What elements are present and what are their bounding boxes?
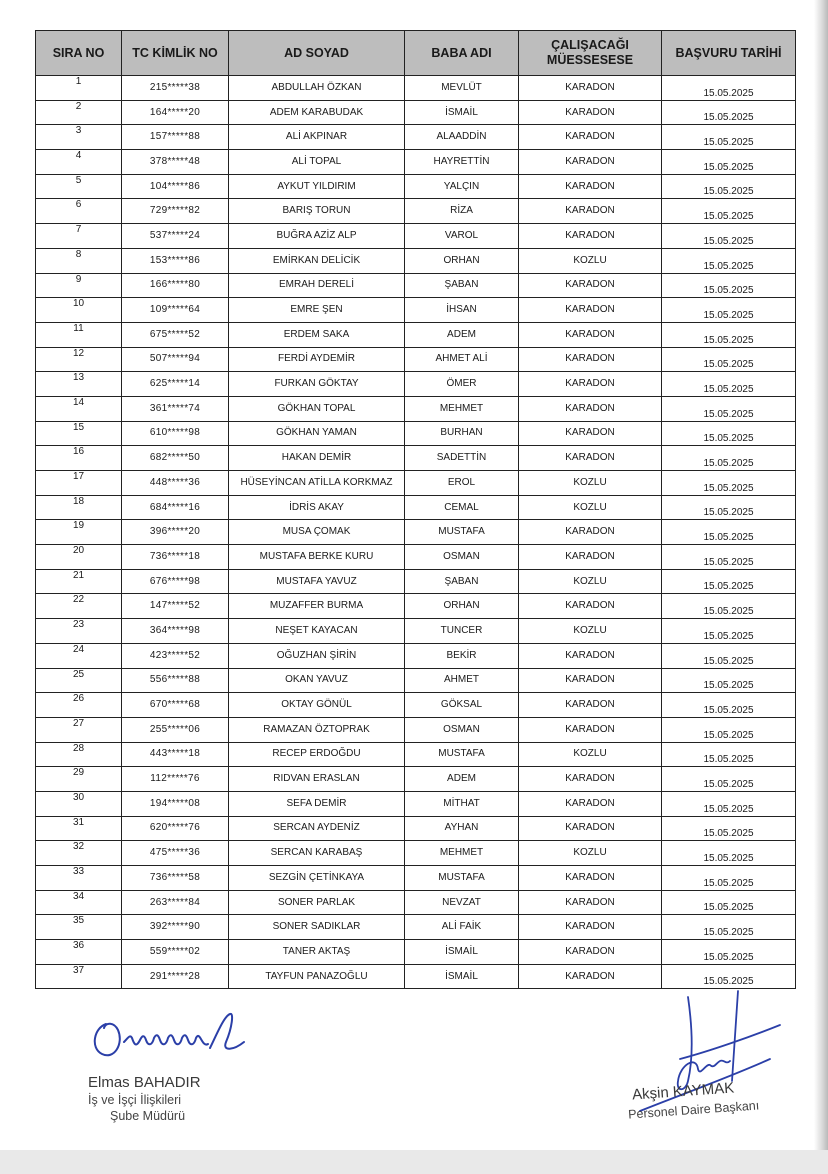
cell-ad-soyad: OKAN YAVUZ [229, 668, 405, 693]
cell-muessese: KARADON [519, 594, 662, 619]
cell-sira-no: 30 [36, 791, 122, 816]
cell-ad-soyad: ALİ TOPAL [229, 150, 405, 175]
cell-basvuru-tarihi: 15.05.2025 [662, 421, 796, 446]
cell-sira-no: 28 [36, 742, 122, 767]
cell-sira-no: 13 [36, 372, 122, 397]
table-row [36, 791, 796, 816]
cell-muessese: KARADON [519, 915, 662, 940]
cell-basvuru-tarihi: 15.05.2025 [662, 347, 796, 372]
table-row [36, 150, 796, 175]
signatory-right-name: Akşin KAYMAK [631, 1079, 735, 1104]
cell-baba-adi: ALİ FAİK [405, 915, 519, 940]
table-row [36, 915, 796, 940]
table-row [36, 224, 796, 249]
cell-tc-kimlik-no: 215*****38 [122, 76, 229, 101]
cell-ad-soyad: EMİRKAN DELİCİK [229, 248, 405, 273]
cell-baba-adi: ADEM [405, 322, 519, 347]
cell-sira-no: 4 [36, 150, 122, 175]
cell-ad-soyad: MUZAFFER BURMA [229, 594, 405, 619]
cell-muessese: KOZLU [519, 248, 662, 273]
cell-baba-adi: AHMET [405, 668, 519, 693]
cell-tc-kimlik-no: 670*****68 [122, 693, 229, 718]
cell-ad-soyad: EMRAH DERELİ [229, 273, 405, 298]
cell-baba-adi: YALÇIN [405, 174, 519, 199]
cell-basvuru-tarihi: 15.05.2025 [662, 298, 796, 323]
cell-baba-adi: İSMAİL [405, 964, 519, 989]
cell-ad-soyad: SONER PARLAK [229, 890, 405, 915]
table-row [36, 693, 796, 718]
cell-muessese: KARADON [519, 643, 662, 668]
cell-baba-adi: BURHAN [405, 421, 519, 446]
cell-ad-soyad: GÖKHAN YAMAN [229, 421, 405, 446]
cell-baba-adi: OSMAN [405, 717, 519, 742]
cell-muessese: KARADON [519, 446, 662, 471]
cell-sira-no: 29 [36, 767, 122, 792]
table-row [36, 100, 796, 125]
cell-sira-no: 34 [36, 890, 122, 915]
cell-muessese: KOZLU [519, 841, 662, 866]
cell-tc-kimlik-no: 443*****18 [122, 742, 229, 767]
cell-sira-no: 31 [36, 816, 122, 841]
table-row [36, 569, 796, 594]
cell-sira-no: 2 [36, 100, 122, 125]
cell-basvuru-tarihi: 15.05.2025 [662, 125, 796, 150]
cell-muessese: KARADON [519, 421, 662, 446]
cell-baba-adi: ALAADDİN [405, 125, 519, 150]
cell-sira-no: 1 [36, 76, 122, 101]
table-row [36, 841, 796, 866]
table-row [36, 495, 796, 520]
signatory-right-title: Personel Daire Başkanı [627, 1098, 760, 1122]
table-row [36, 248, 796, 273]
table-row [36, 199, 796, 224]
table-row [36, 619, 796, 644]
cell-tc-kimlik-no: 448*****36 [122, 471, 229, 496]
cell-tc-kimlik-no: 392*****90 [122, 915, 229, 940]
table-row [36, 396, 796, 421]
cell-tc-kimlik-no: 675*****52 [122, 322, 229, 347]
cell-basvuru-tarihi: 15.05.2025 [662, 866, 796, 891]
cell-baba-adi: MUSTAFA [405, 742, 519, 767]
cell-baba-adi: ORHAN [405, 594, 519, 619]
cell-ad-soyad: SEFA DEMİR [229, 791, 405, 816]
cell-basvuru-tarihi: 15.05.2025 [662, 915, 796, 940]
cell-sira-no: 22 [36, 594, 122, 619]
cell-basvuru-tarihi: 15.05.2025 [662, 940, 796, 965]
cell-sira-no: 26 [36, 693, 122, 718]
table-row [36, 174, 796, 199]
cell-ad-soyad: MUSTAFA YAVUZ [229, 569, 405, 594]
cell-muessese: KOZLU [519, 495, 662, 520]
cell-muessese: KARADON [519, 100, 662, 125]
applicant-table [35, 30, 796, 989]
cell-tc-kimlik-no: 164*****20 [122, 100, 229, 125]
cell-tc-kimlik-no: 378*****48 [122, 150, 229, 175]
cell-baba-adi: MEVLÜT [405, 76, 519, 101]
table-row [36, 372, 796, 397]
cell-ad-soyad: İDRİS AKAY [229, 495, 405, 520]
cell-sira-no: 8 [36, 248, 122, 273]
cell-baba-adi: GÖKSAL [405, 693, 519, 718]
cell-basvuru-tarihi: 15.05.2025 [662, 446, 796, 471]
cell-basvuru-tarihi: 15.05.2025 [662, 248, 796, 273]
cell-ad-soyad: RAMAZAN ÖZTOPRAK [229, 717, 405, 742]
cell-tc-kimlik-no: 729*****82 [122, 199, 229, 224]
cell-muessese: KARADON [519, 545, 662, 570]
cell-muessese: KARADON [519, 125, 662, 150]
cell-muessese: KARADON [519, 372, 662, 397]
cell-tc-kimlik-no: 537*****24 [122, 224, 229, 249]
cell-ad-soyad: OĞUZHAN ŞİRİN [229, 643, 405, 668]
cell-ad-soyad: ERDEM SAKA [229, 322, 405, 347]
cell-tc-kimlik-no: 109*****64 [122, 298, 229, 323]
cell-ad-soyad: MUSA ÇOMAK [229, 520, 405, 545]
cell-ad-soyad: EMRE ŞEN [229, 298, 405, 323]
header-muessese: ÇALIŞACAĞI MÜESSESESE [519, 31, 662, 76]
cell-baba-adi: ŞABAN [405, 569, 519, 594]
cell-muessese: KARADON [519, 520, 662, 545]
table-row [36, 298, 796, 323]
table-row [36, 520, 796, 545]
cell-muessese: KARADON [519, 347, 662, 372]
cell-muessese: KARADON [519, 224, 662, 249]
cell-baba-adi: VAROL [405, 224, 519, 249]
cell-basvuru-tarihi: 15.05.2025 [662, 816, 796, 841]
cell-muessese: KARADON [519, 767, 662, 792]
cell-muessese: KARADON [519, 273, 662, 298]
table-row [36, 421, 796, 446]
cell-baba-adi: CEMAL [405, 495, 519, 520]
table-row [36, 545, 796, 570]
cell-tc-kimlik-no: 147*****52 [122, 594, 229, 619]
cell-basvuru-tarihi: 15.05.2025 [662, 273, 796, 298]
table-row [36, 742, 796, 767]
cell-muessese: KARADON [519, 298, 662, 323]
cell-sira-no: 20 [36, 545, 122, 570]
cell-basvuru-tarihi: 15.05.2025 [662, 791, 796, 816]
cell-sira-no: 11 [36, 322, 122, 347]
cell-ad-soyad: BUĞRA AZİZ ALP [229, 224, 405, 249]
cell-sira-no: 18 [36, 495, 122, 520]
cell-basvuru-tarihi: 15.05.2025 [662, 495, 796, 520]
table-row [36, 816, 796, 841]
cell-ad-soyad: GÖKHAN TOPAL [229, 396, 405, 421]
cell-muessese: KARADON [519, 396, 662, 421]
cell-tc-kimlik-no: 255*****06 [122, 717, 229, 742]
signatory-left-title-line1: İş ve İşçi İlişkileri [88, 1093, 182, 1107]
cell-baba-adi: AHMET ALİ [405, 347, 519, 372]
cell-sira-no: 25 [36, 668, 122, 693]
header-basvuru-tarihi: BAŞVURU TARİHİ [662, 31, 796, 76]
cell-tc-kimlik-no: 676*****98 [122, 569, 229, 594]
cell-tc-kimlik-no: 610*****98 [122, 421, 229, 446]
cell-sira-no: 24 [36, 643, 122, 668]
cell-tc-kimlik-no: 157*****88 [122, 125, 229, 150]
cell-basvuru-tarihi: 15.05.2025 [662, 150, 796, 175]
cell-tc-kimlik-no: 396*****20 [122, 520, 229, 545]
cell-muessese: KARADON [519, 940, 662, 965]
page-bottom-margin [0, 1150, 828, 1174]
cell-basvuru-tarihi: 15.05.2025 [662, 890, 796, 915]
cell-ad-soyad: SEZGİN ÇETİNKAYA [229, 866, 405, 891]
table-row [36, 940, 796, 965]
cell-sira-no: 35 [36, 915, 122, 940]
page-edge-shadow [814, 0, 828, 1150]
cell-muessese: KARADON [519, 964, 662, 989]
cell-muessese: KARADON [519, 890, 662, 915]
table-row [36, 471, 796, 496]
cell-sira-no: 33 [36, 866, 122, 891]
cell-tc-kimlik-no: 556*****88 [122, 668, 229, 693]
cell-tc-kimlik-no: 625*****14 [122, 372, 229, 397]
cell-sira-no: 14 [36, 396, 122, 421]
cell-basvuru-tarihi: 15.05.2025 [662, 717, 796, 742]
cell-basvuru-tarihi: 15.05.2025 [662, 520, 796, 545]
cell-basvuru-tarihi: 15.05.2025 [662, 693, 796, 718]
cell-ad-soyad: OKTAY GÖNÜL [229, 693, 405, 718]
cell-basvuru-tarihi: 15.05.2025 [662, 742, 796, 767]
table-row [36, 643, 796, 668]
table-header-row [36, 31, 796, 76]
cell-muessese: KARADON [519, 668, 662, 693]
cell-sira-no: 27 [36, 717, 122, 742]
cell-basvuru-tarihi: 15.05.2025 [662, 100, 796, 125]
signature-block-right [600, 985, 820, 1135]
table-row [36, 668, 796, 693]
cell-baba-adi: İSMAİL [405, 940, 519, 965]
cell-baba-adi: MEHMET [405, 396, 519, 421]
table-row [36, 347, 796, 372]
cell-basvuru-tarihi: 15.05.2025 [662, 767, 796, 792]
cell-tc-kimlik-no: 423*****52 [122, 643, 229, 668]
table-row [36, 717, 796, 742]
cell-muessese: KOZLU [519, 471, 662, 496]
cell-tc-kimlik-no: 682*****50 [122, 446, 229, 471]
cell-ad-soyad: MUSTAFA BERKE KURU [229, 545, 405, 570]
cell-sira-no: 10 [36, 298, 122, 323]
cell-basvuru-tarihi: 15.05.2025 [662, 594, 796, 619]
cell-muessese: KARADON [519, 76, 662, 101]
cell-tc-kimlik-no: 361*****74 [122, 396, 229, 421]
cell-sira-no: 5 [36, 174, 122, 199]
cell-basvuru-tarihi: 15.05.2025 [662, 76, 796, 101]
cell-ad-soyad: ADEM KARABUDAK [229, 100, 405, 125]
cell-ad-soyad: SONER SADIKLAR [229, 915, 405, 940]
cell-tc-kimlik-no: 104*****86 [122, 174, 229, 199]
cell-muessese: KARADON [519, 816, 662, 841]
cell-tc-kimlik-no: 507*****94 [122, 347, 229, 372]
header-tc-kimlik-no: TC KİMLİK NO [122, 31, 229, 76]
cell-sira-no: 3 [36, 125, 122, 150]
cell-muessese: KARADON [519, 791, 662, 816]
table-row [36, 273, 796, 298]
cell-tc-kimlik-no: 194*****08 [122, 791, 229, 816]
header-sira-no: SIRA NO [36, 31, 122, 76]
cell-basvuru-tarihi: 15.05.2025 [662, 841, 796, 866]
cell-basvuru-tarihi: 15.05.2025 [662, 643, 796, 668]
cell-basvuru-tarihi: 15.05.2025 [662, 545, 796, 570]
cell-baba-adi: OSMAN [405, 545, 519, 570]
table-row [36, 76, 796, 101]
cell-basvuru-tarihi: 15.05.2025 [662, 224, 796, 249]
cell-baba-adi: MİTHAT [405, 791, 519, 816]
cell-muessese: KOZLU [519, 742, 662, 767]
cell-sira-no: 9 [36, 273, 122, 298]
cell-ad-soyad: TANER AKTAŞ [229, 940, 405, 965]
cell-tc-kimlik-no: 153*****86 [122, 248, 229, 273]
cell-sira-no: 7 [36, 224, 122, 249]
cell-basvuru-tarihi: 15.05.2025 [662, 174, 796, 199]
cell-basvuru-tarihi: 15.05.2025 [662, 322, 796, 347]
cell-baba-adi: ADEM [405, 767, 519, 792]
cell-tc-kimlik-no: 736*****58 [122, 866, 229, 891]
cell-tc-kimlik-no: 620*****76 [122, 816, 229, 841]
cell-baba-adi: ŞABAN [405, 273, 519, 298]
cell-baba-adi: EROL [405, 471, 519, 496]
cell-baba-adi: TUNCER [405, 619, 519, 644]
cell-muessese: KARADON [519, 174, 662, 199]
cell-baba-adi: İHSAN [405, 298, 519, 323]
cell-basvuru-tarihi: 15.05.2025 [662, 396, 796, 421]
cell-ad-soyad: BARIŞ TORUN [229, 199, 405, 224]
table-row [36, 767, 796, 792]
cell-sira-no: 15 [36, 421, 122, 446]
cell-tc-kimlik-no: 684*****16 [122, 495, 229, 520]
cell-sira-no: 32 [36, 841, 122, 866]
cell-basvuru-tarihi: 15.05.2025 [662, 199, 796, 224]
cell-ad-soyad: FURKAN GÖKTAY [229, 372, 405, 397]
cell-ad-soyad: RIDVAN ERASLAN [229, 767, 405, 792]
signatory-left-name: Elmas BAHADIR [88, 1074, 201, 1091]
table-row [36, 125, 796, 150]
table-row [36, 446, 796, 471]
table-row [36, 594, 796, 619]
cell-baba-adi: AYHAN [405, 816, 519, 841]
cell-sira-no: 6 [36, 199, 122, 224]
cell-baba-adi: MUSTAFA [405, 520, 519, 545]
cell-ad-soyad: FERDİ AYDEMİR [229, 347, 405, 372]
cell-baba-adi: MEHMET [405, 841, 519, 866]
cell-sira-no: 36 [36, 940, 122, 965]
cell-baba-adi: HAYRETTİN [405, 150, 519, 175]
cell-ad-soyad: HÜSEYİNCAN ATİLLA KORKMAZ [229, 471, 405, 496]
cell-basvuru-tarihi: 15.05.2025 [662, 372, 796, 397]
cell-ad-soyad: SERCAN KARABAŞ [229, 841, 405, 866]
cell-tc-kimlik-no: 263*****84 [122, 890, 229, 915]
cell-tc-kimlik-no: 559*****02 [122, 940, 229, 965]
cell-sira-no: 17 [36, 471, 122, 496]
header-baba-adi: BABA ADI [405, 31, 519, 76]
cell-muessese: KARADON [519, 150, 662, 175]
cell-tc-kimlik-no: 364*****98 [122, 619, 229, 644]
handwritten-signature-left [84, 1008, 274, 1072]
cell-tc-kimlik-no: 291*****28 [122, 964, 229, 989]
cell-ad-soyad: TAYFUN PANAZOĞLU [229, 964, 405, 989]
cell-ad-soyad: ABDULLAH ÖZKAN [229, 76, 405, 101]
cell-basvuru-tarihi: 15.05.2025 [662, 619, 796, 644]
cell-sira-no: 12 [36, 347, 122, 372]
header-ad-soyad: AD SOYAD [229, 31, 405, 76]
cell-muessese: KOZLU [519, 619, 662, 644]
cell-baba-adi: SADETTİN [405, 446, 519, 471]
cell-ad-soyad: RECEP ERDOĞDU [229, 742, 405, 767]
cell-sira-no: 21 [36, 569, 122, 594]
table-row [36, 890, 796, 915]
cell-muessese: KARADON [519, 322, 662, 347]
signatory-left-title-line2: Şube Müdürü [110, 1109, 186, 1123]
cell-baba-adi: MUSTAFA [405, 866, 519, 891]
cell-sira-no: 19 [36, 520, 122, 545]
cell-baba-adi: NEVZAT [405, 890, 519, 915]
cell-basvuru-tarihi: 15.05.2025 [662, 569, 796, 594]
cell-baba-adi: RİZA [405, 199, 519, 224]
cell-ad-soyad: SERCAN AYDENİZ [229, 816, 405, 841]
cell-tc-kimlik-no: 475*****36 [122, 841, 229, 866]
cell-ad-soyad: NEŞET KAYACAN [229, 619, 405, 644]
cell-muessese: KOZLU [519, 569, 662, 594]
cell-ad-soyad: HAKAN DEMİR [229, 446, 405, 471]
table-row [36, 322, 796, 347]
cell-tc-kimlik-no: 166*****80 [122, 273, 229, 298]
cell-muessese: KARADON [519, 199, 662, 224]
cell-baba-adi: BEKİR [405, 643, 519, 668]
cell-muessese: KARADON [519, 717, 662, 742]
cell-basvuru-tarihi: 15.05.2025 [662, 964, 796, 989]
cell-tc-kimlik-no: 112*****76 [122, 767, 229, 792]
cell-muessese: KARADON [519, 693, 662, 718]
cell-tc-kimlik-no: 736*****18 [122, 545, 229, 570]
cell-ad-soyad: ALİ AKPINAR [229, 125, 405, 150]
cell-ad-soyad: AYKUT YILDIRIM [229, 174, 405, 199]
cell-baba-adi: İSMAİL [405, 100, 519, 125]
cell-muessese: KARADON [519, 866, 662, 891]
table-row [36, 866, 796, 891]
cell-sira-no: 16 [36, 446, 122, 471]
cell-baba-adi: ORHAN [405, 248, 519, 273]
cell-sira-no: 37 [36, 964, 122, 989]
cell-baba-adi: ÖMER [405, 372, 519, 397]
cell-basvuru-tarihi: 15.05.2025 [662, 668, 796, 693]
cell-basvuru-tarihi: 15.05.2025 [662, 471, 796, 496]
cell-sira-no: 23 [36, 619, 122, 644]
